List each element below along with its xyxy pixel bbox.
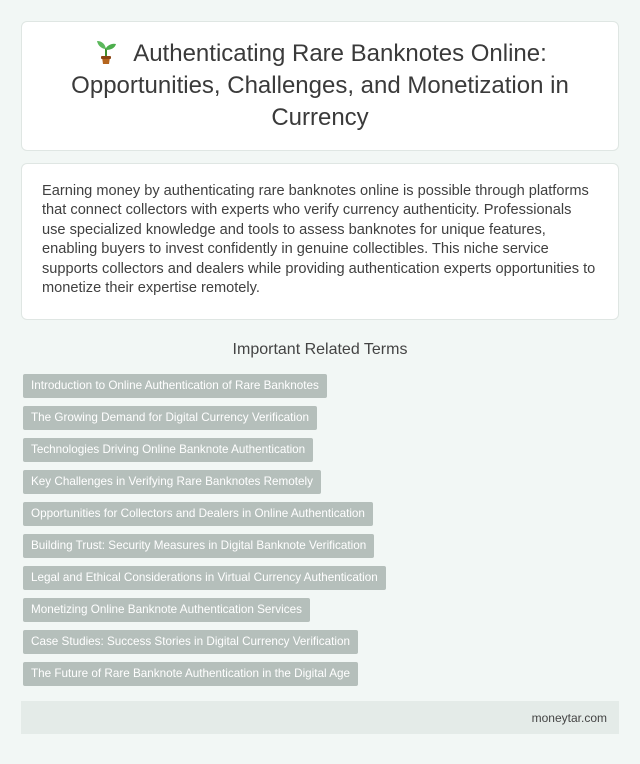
title-card <box>21 21 619 151</box>
page-title <box>52 38 588 134</box>
term-chip[interactable]: Technologies Driving Online Banknote Authentication <box>23 438 313 462</box>
term-chip[interactable]: Opportunities for Collectors and Dealers in Online Authentication <box>23 502 373 526</box>
seedling-icon <box>93 39 119 65</box>
term-chip[interactable]: Case Studies: Success Stories in Digital Currency Verification <box>23 630 358 654</box>
footer <box>21 701 619 734</box>
page-title-text: Authenticating Rare Banknotes Online: Opportunities, Challenges, and Monetization in Currency <box>71 40 569 131</box>
term-chip[interactable]: The Future of Rare Banknote Authentication in the Digital Age <box>23 662 358 686</box>
term-chip[interactable]: Building Trust: Security Measures in Digital Banknote Verification <box>23 534 374 558</box>
term-chip[interactable]: The Growing Demand for Digital Currency Verification <box>23 406 317 430</box>
footer-site-link[interactable]: moneytar.com <box>531 710 607 725</box>
intro-card <box>21 163 619 320</box>
term-chip[interactable]: Monetizing Online Banknote Authentication Services <box>23 598 310 622</box>
intro-paragraph: Earning money by authenticating rare banknotes online is possible through platforms that connect collectors with experts who verify currency authenticity. Professionals use specialized knowledge and tools to assess banknotes for unique features, enabling buyers to invest confidently in genuine collectibles. This niche service supports collectors and dealers while providing authentication experts opportunities to monetize their expertise remotely. <box>42 183 596 297</box>
related-terms-list <box>23 374 386 694</box>
related-terms-heading: Important Related Terms <box>232 341 408 358</box>
term-chip[interactable]: Legal and Ethical Considerations in Virtual Currency Authentication <box>23 566 386 590</box>
term-chip[interactable]: Introduction to Online Authentication of Rare Banknotes <box>23 374 327 398</box>
term-chip[interactable]: Key Challenges in Verifying Rare Banknotes Remotely <box>23 470 321 494</box>
